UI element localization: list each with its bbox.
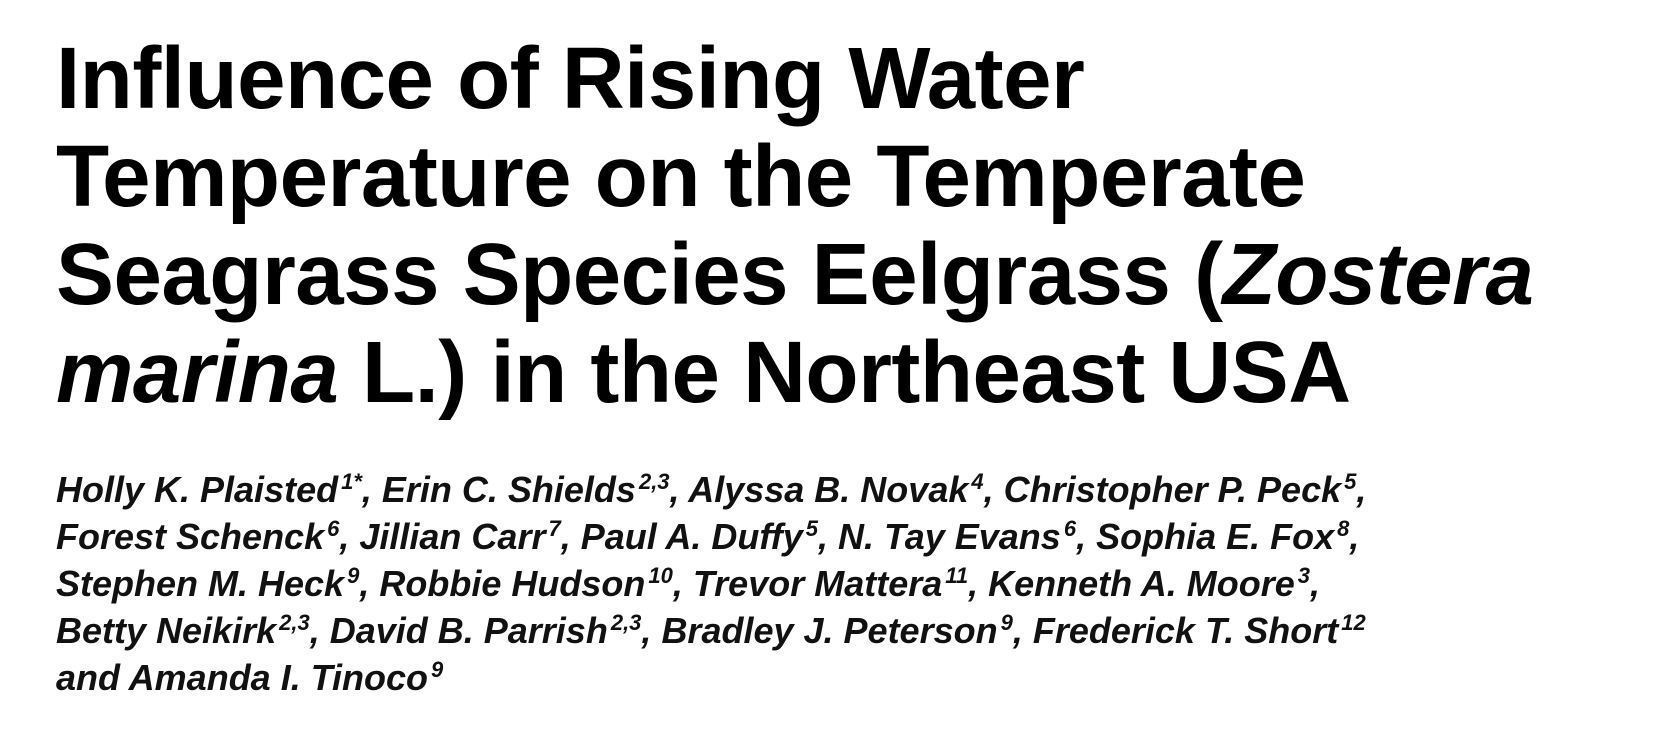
author-row-2 — [56, 513, 1616, 560]
affiliation-marker: 8 — [1337, 516, 1350, 541]
title-line-2: Temperature on the Temperate — [56, 128, 1306, 225]
title-line-3-text: Seagrass Species Eelgrass ( — [56, 226, 1223, 323]
affiliation-marker: 5 — [805, 516, 819, 541]
author-separator: , — [309, 610, 330, 651]
author-name: Stephen M. Heck — [56, 563, 345, 604]
author-name: Paul A. Duffy — [580, 516, 803, 557]
author-separator: , — [560, 516, 581, 557]
author-separator: , — [1310, 563, 1321, 604]
affiliation-marker: 10 — [648, 563, 673, 588]
author-name: N. Tay Evans — [838, 516, 1061, 557]
affiliation-marker: 11 — [945, 563, 969, 588]
affiliation-marker: 6 — [327, 516, 340, 541]
author-separator: , — [669, 469, 689, 510]
affiliation-marker: 2,3 — [638, 469, 670, 494]
author-separator: , — [1349, 516, 1360, 557]
title-line-3 — [56, 226, 1646, 324]
author-name: Bradley J. Peterson — [661, 610, 998, 651]
author-list — [56, 466, 1616, 701]
title-line-1: Influence of Rising Water — [56, 30, 1085, 127]
author-name: Alyssa B. Novak — [688, 469, 969, 510]
author-separator: , — [983, 469, 1004, 510]
author-separator: , — [968, 563, 989, 604]
author-separator: , — [1012, 610, 1033, 651]
title-line-4 — [56, 324, 1646, 422]
author-separator: , — [818, 516, 839, 557]
author-separator: , — [339, 516, 360, 557]
author-row-3 — [56, 560, 1616, 607]
author-name: Holly K. Plaisted — [56, 469, 339, 510]
author-name: Christopher P. Peck — [1003, 469, 1342, 510]
affiliation-marker: 2,3 — [610, 610, 642, 635]
author-separator: , — [361, 469, 382, 510]
author-name: Robbie Hudson — [379, 563, 646, 604]
author-row-1 — [56, 466, 1616, 513]
author-name: Kenneth A. Moore — [988, 563, 1295, 604]
author-separator: , — [1356, 469, 1367, 510]
title-genus-italic: Zostera — [1222, 226, 1534, 323]
author-row-5 — [56, 654, 1616, 701]
author-name: Frederick T. Short — [1032, 610, 1339, 651]
author-name: Betty Neikirk — [56, 610, 277, 651]
affiliation-marker: 6 — [1063, 516, 1077, 541]
author-separator: , — [641, 610, 662, 651]
author-name: Forest Schenck — [56, 516, 325, 557]
author-name: Jillian Carr — [359, 516, 546, 557]
title-species-italic: marina — [56, 324, 339, 421]
author-name: Trevor Mattera — [692, 563, 943, 604]
author-separator: , — [1076, 516, 1097, 557]
affiliation-marker: 2,3 — [279, 610, 310, 635]
affiliation-marker: 7 — [548, 516, 561, 541]
paper-title — [56, 30, 1646, 422]
author-name: and Amanda I. Tinoco — [56, 657, 429, 698]
author-name: Erin C. Shields — [381, 469, 636, 510]
affiliation-marker: 1* — [341, 469, 362, 494]
affiliation-marker: 5 — [1344, 469, 1357, 494]
affiliation-marker: 9 — [347, 563, 360, 588]
affiliation-marker: 12 — [1341, 610, 1366, 635]
author-name: Sophia E. Fox — [1096, 516, 1335, 557]
affiliation-marker: 4 — [971, 469, 984, 494]
author-separator: , — [359, 563, 380, 604]
author-separator: , — [672, 563, 693, 604]
author-row-4 — [56, 607, 1616, 654]
affiliation-marker: 9 — [431, 657, 444, 682]
affiliation-marker: 9 — [1000, 610, 1013, 635]
author-name: David B. Parrish — [329, 610, 608, 651]
title-line-4-text: L.) in the Northeast USA — [338, 324, 1351, 421]
affiliation-marker: 3 — [1297, 563, 1311, 588]
